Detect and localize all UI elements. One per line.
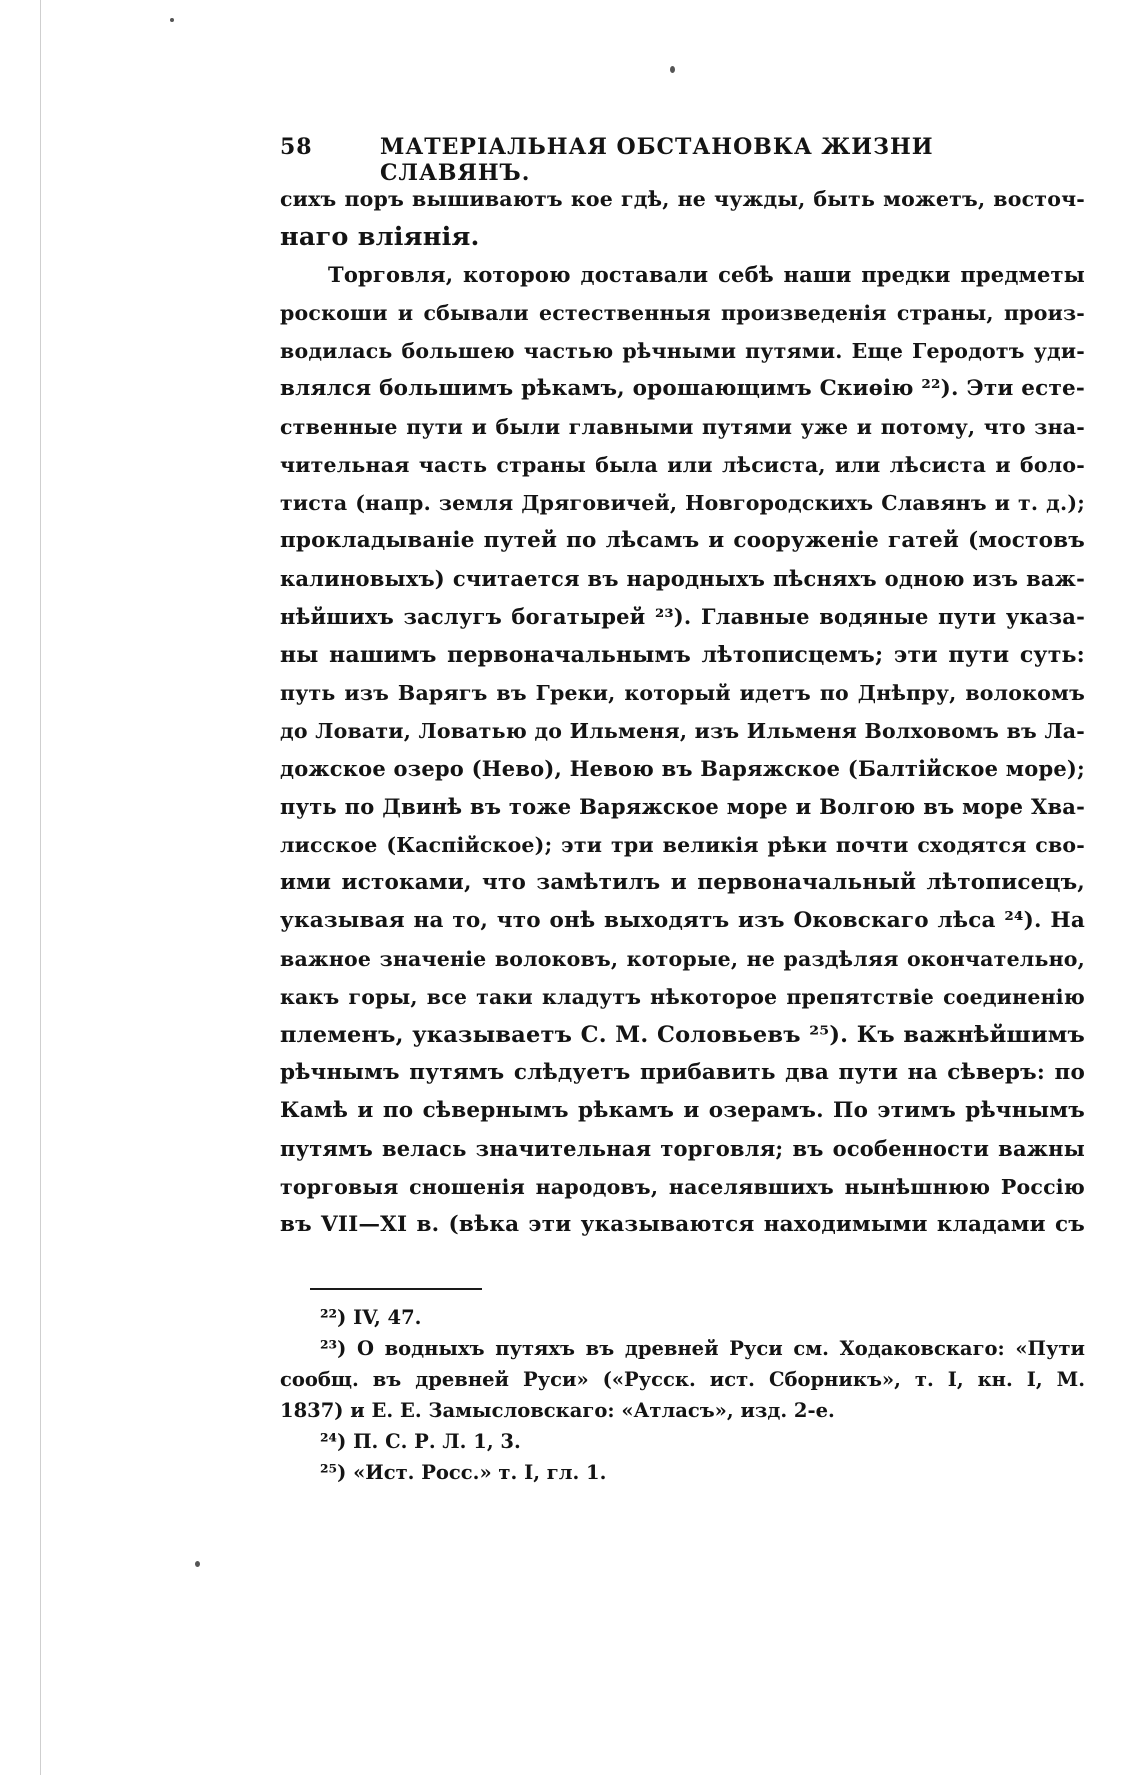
text-line: путямъ велась значительная торговля; въ особенности важны bbox=[280, 1136, 1085, 1161]
text-line: въ VII—XI в. (вѣка эти указываются находимыми кладами съ bbox=[280, 1212, 1085, 1237]
text-line: тиста (напр. земля Дряговичей, Новгородскихъ Славянъ и т. д.); bbox=[280, 491, 1085, 515]
text-line: важное значеніе волоковъ, которые, не раздѣляя окончательно, bbox=[280, 947, 1085, 971]
text-line: племенъ, указываетъ С. М. Соловьевъ ²⁵). Къ важнѣйшимъ bbox=[280, 1022, 1085, 1048]
footnotes bbox=[280, 1302, 1085, 1488]
footnote-line: ²⁴) П. С. Р. Л. 1, 3. bbox=[320, 1430, 521, 1453]
footnote-line: ²³) О водныхъ путяхъ въ древней Руси см. Ходаковскаго: «Пути bbox=[320, 1337, 1085, 1360]
text-line: калиновыхъ) считается въ народныхъ пѣсняхъ одною изъ важ- bbox=[280, 566, 1085, 591]
text-line: торговыя сношенія народовъ, населявшихъ нынѣшнюю Россію bbox=[280, 1175, 1085, 1199]
text-line: до Ловати, Ловатью до Ильменя, изъ Ильменя Волховомъ въ Ла- bbox=[280, 719, 1085, 743]
text-line: Камѣ и по сѣвернымъ рѣкамъ и озерамъ. По этимъ рѣчнымъ bbox=[280, 1098, 1085, 1123]
page-header bbox=[280, 134, 1085, 186]
footnote-line: ²²) IV, 47. bbox=[320, 1306, 422, 1329]
text-line: лисское (Каспійское); эти три великія рѣки почти сходятся сво- bbox=[280, 833, 1085, 857]
text-line: дожское озеро (Нево), Невою въ Варяжское (Балтійское море); bbox=[280, 756, 1085, 781]
book-page bbox=[280, 134, 1085, 1488]
scan-speck bbox=[670, 66, 675, 73]
text-line: влялся большимъ рѣкамъ, орошающимъ Скиѳію ²²). Эти есте- bbox=[280, 376, 1085, 401]
text-line: сихъ поръ вышиваютъ кое гдѣ, не чужды, быть можетъ, восточ- bbox=[280, 187, 1085, 211]
text-line: роскоши и сбывали естественныя произведенія страны, произ- bbox=[280, 301, 1085, 325]
text-line: наго вліянія. bbox=[280, 222, 480, 252]
text-line: прокладываніе путей по лѣсамъ и сооруженіе гатей (мостовъ bbox=[280, 528, 1085, 553]
text-line: какъ горы, все таки кладутъ нѣкоторое препятствіе соединенію bbox=[280, 985, 1085, 1009]
text-line: ственные пути и были главными путями уже и потому, что зна- bbox=[280, 415, 1085, 439]
text-line: ими истоками, что замѣтилъ и первоначальный лѣтописецъ, bbox=[280, 870, 1085, 895]
text-line: путь изъ Варягъ въ Греки, который идетъ по Днѣпру, волокомъ bbox=[280, 681, 1085, 705]
text-line: чительная часть страны была или лѣсиста, или лѣсиста и боло- bbox=[280, 453, 1085, 477]
running-title: МАТЕРІАЛЬНАЯ ОБСТАНОВКА ЖИЗНИ СЛАВЯНЪ. bbox=[380, 134, 934, 186]
footnote-line: 1837) и Е. Е. Замысловскаго: «Атласъ», изд. 2-е. bbox=[280, 1399, 835, 1422]
text-line: нѣйшихъ заслугъ богатырей ²³). Главные водяные пути указа- bbox=[280, 604, 1085, 629]
footnote-line: сообщ. въ древней Руси» («Русск. ист. Сборникъ», т. I, кн. I, М. bbox=[280, 1368, 1085, 1391]
text-line: водилась большею частью рѣчными путями. Еще Геродотъ уди- bbox=[280, 339, 1085, 363]
scan-speck bbox=[170, 18, 174, 22]
text-line: путь по Двинѣ въ тоже Варяжское море и Волгою въ море Хва- bbox=[280, 794, 1085, 819]
footnote-rule bbox=[310, 1288, 482, 1290]
text-line: ны нашимъ первоначальнымъ лѣтописцемъ; эти пути суть: bbox=[280, 642, 1085, 668]
text-line: указывая на то, что онѣ выходятъ изъ Оковскаго лѣса ²⁴). На bbox=[280, 908, 1085, 933]
page-number: 58 bbox=[280, 134, 313, 160]
body-text bbox=[280, 180, 1085, 1244]
text-line: рѣчнымъ путямъ слѣдуетъ прибавить два пути на сѣверъ: по bbox=[280, 1060, 1085, 1085]
scan-speck bbox=[195, 1561, 200, 1567]
text-line: Торговля, которою доставали себѣ наши предки предметы bbox=[328, 262, 1085, 287]
footnote-line: ²⁵) «Ист. Росс.» т. I, гл. 1. bbox=[320, 1461, 607, 1484]
scan-edge-line bbox=[40, 0, 41, 1775]
